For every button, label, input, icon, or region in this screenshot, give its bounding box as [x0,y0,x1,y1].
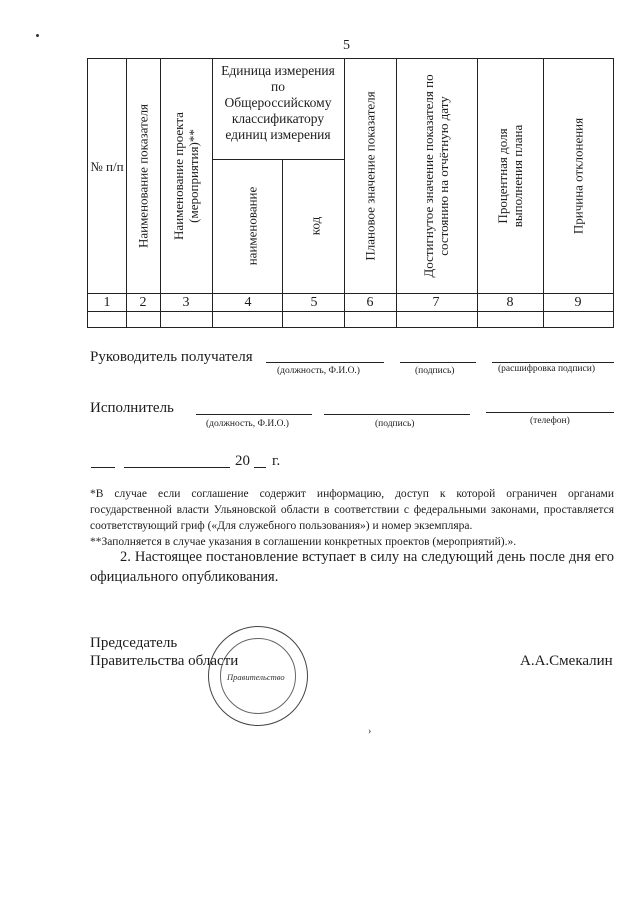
date-day-line [91,467,115,468]
signatory-name: А.А.Смекалин [520,653,613,669]
clause-2: 2. Настоящее постановление вступает в силу на следующий день после дня его официального опубликования. [90,549,614,585]
header-plan-value: Плановое значение показателя [362,91,378,261]
header-unit-name: наименование [244,186,260,266]
scan-speck [36,34,39,37]
head-sign-line [400,362,476,363]
column-number: 4 [244,295,252,310]
table-divider [282,159,283,327]
table-divider [88,293,613,294]
column-number: 7 [432,295,440,310]
table-divider [396,59,397,327]
head-decode-line [492,362,614,363]
head-decode-caption: (расшифровка подписи) [498,364,595,374]
date-suffix: г. [272,453,281,469]
table-divider [477,59,478,327]
footnote-2: **Заполняется в случае указания в соглашении конкретных проектов (мероприятий).». [90,536,517,548]
header-achieved-value: Достигнутое значение показателя по состоянию на отчётную дату [421,74,451,278]
head-position-caption: (должность, Ф.И.О.) [277,366,360,376]
header-indicator-name: Наименование показателя [135,103,151,249]
column-number: 3 [182,295,190,310]
executor-sign-caption: (подпись) [375,419,415,429]
header-plan-percent: Процентная доля выполнения плана [495,124,525,228]
header-number: № п/п [90,159,124,174]
head-sign-caption: (подпись) [415,366,455,376]
date-year-line [254,467,266,468]
official-seal [208,626,308,726]
header-unit-code: код [307,216,323,236]
table-divider [126,59,127,327]
header-unit: Единица измерения по Общероссийскому классификатору единиц измерения [221,63,335,142]
table-divider [212,59,213,327]
column-number: 1 [103,295,111,310]
date-year-prefix: 20 [235,453,250,469]
signatory-title-line2: Правительства области [90,653,239,669]
page-number: 5 [343,38,350,53]
executor-position-caption: (должность, Ф.И.О.) [206,419,289,429]
seal-text: Правительство [227,672,285,682]
head-label: Руководитель получателя [90,349,253,365]
table-divider [344,59,345,327]
column-number: 8 [506,295,514,310]
column-number: 2 [139,295,147,310]
column-number: 9 [574,295,582,310]
table-divider [543,59,544,327]
header-deviation-reason: Причина отклонения [570,117,586,235]
table-divider [212,159,344,160]
date-month-line [124,467,230,468]
executor-phone-line [486,412,614,413]
executor-position-line [196,414,312,415]
footnote-1: *В случае если соглашение содержит информацию, доступ к которой ограничен органами государственной власти Ульяновской области в соответствии с федеральными законами, проставляется соответствующий гриф («Для служебного пользования») и номер экземпляра. [90,488,614,532]
signatory-title-line1: Председатель [90,635,178,651]
executor-label: Исполнитель [90,400,174,416]
head-position-line [266,362,384,363]
report-table [87,58,614,328]
executor-sign-line [324,414,470,415]
table-divider [160,59,161,327]
column-number: 5 [310,295,318,310]
header-project-name: Наименование проекта (мероприятия)** [171,112,201,240]
executor-phone-caption: (телефон) [530,416,570,426]
column-number: 6 [366,295,374,310]
table-divider [88,311,613,312]
scan-mark: › [368,726,372,737]
